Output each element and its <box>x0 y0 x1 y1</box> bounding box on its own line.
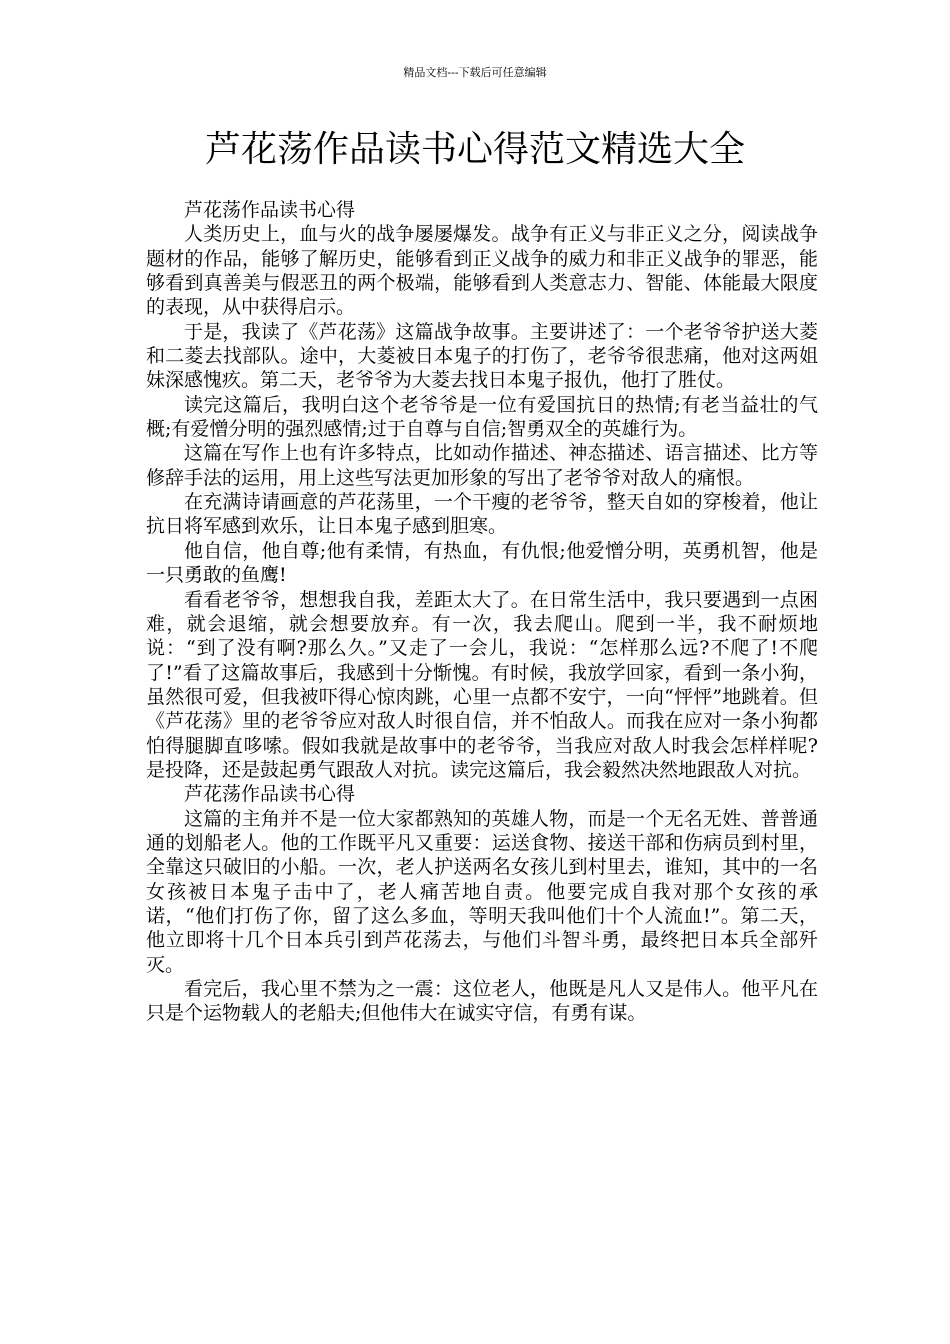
paragraph: 他自信，他自尊;他有柔情，有热血，有仇恨;他爱憎分明，英勇机智，他是一只勇敢的鱼鹰! <box>146 539 818 587</box>
paragraph: 看完后，我心里不禁为之一震：这位老人，他既是凡人又是伟人。他平凡在只是个运物载人的老船夫;但他伟大在诚实守信，有勇有谋。 <box>146 978 818 1025</box>
paragraph: 读完这篇后，我明白这个老爷爷是一位有爱国抗日的热情;有老当益壮的气概;有爱憎分明的强烈感情;过于自尊与自信;智勇双全的英雄行为。 <box>146 393 818 441</box>
paragraph: 这篇的主角并不是一位大家都熟知的英雄人物，而是一个无名无姓、普普通通的划船老人。他的工作既平凡又重要：运送食物、接送干部和伤病员到村里，全靠这只破旧的小船。一次，老人护送两名女孩儿到村里去，谁知，其中的一名女孩被日本鬼子击中了，老人痛苦地自责。他要完成自我对那个女孩的承诺，“他们打伤了你，留了这么多血，等明天我叫他们十个人流血!”。第二天，他立即将十几个日本兵引到芦花荡去，与他们斗智斗勇，最终把日本兵全部歼灭。 <box>146 807 818 976</box>
paragraph-subheading: 芦花荡作品读书心得 <box>184 783 356 806</box>
paragraph: 于是，我读了《芦花荡》这篇战争故事。主要讲述了：一个老爷爷护送大菱和二菱去找部队。途中，大菱被日本鬼子的打伤了，老爷爷很悲痛，他对这两姐妹深感愧疚。第二天，老爷爷为大菱去找日本鬼子报仇，他打了胜仗。 <box>146 320 818 392</box>
paragraph: 在充满诗请画意的芦花荡里，一个干瘦的老爷爷，整天自如的穿梭着，他让抗日将军感到欢乐，让日本鬼子感到胆寒。 <box>146 491 818 538</box>
paragraph: 这篇在写作上也有许多特点，比如动作描述、神态描述、语言描述、比方等修辞手法的运用，用上这些写法更加形象的写出了老爷爷对敌人的痛恨。 <box>146 442 818 489</box>
paragraph-subheading: 芦花荡作品读书心得 <box>184 199 356 221</box>
header-note: 精品文档---下载后可任意编辑 <box>403 66 547 79</box>
document-title: 芦花荡作品读书心得范文精选大全 <box>204 129 745 170</box>
paragraph: 人类历史上，血与火的战争屡屡爆发。战争有正义与非正义之分，阅读战争题材的作品，能够了解历史，能够看到正义战争的威力和非正义战争的罪恶，能够看到真善美与假恶丑的两个极端，能够看到人类意志力、智能、体能最大限度的表现，从中获得启示。 <box>146 223 818 319</box>
document-body <box>146 198 818 1026</box>
paragraph: 看看老爷爷，想想我自我，差距太大了。在日常生活中，我只要遇到一点困难，就会退缩，就会想要放弃。有一次，我去爬山。爬到一半，我不耐烦地说：“到了没有啊?那么久。”又走了一会儿，我说：“怎样那么远?不爬了!不爬了!”看了这篇故事后，我感到十分惭愧。有时候，我放学回家，看到一条小狗，虽然很可爱，但我被吓得心惊肉跳，心里一点都不安宁，一向“怦怦”地跳着。但《芦花荡》里的老爷爷应对敌人时很自信，并不怕敌人。而我在应对一条小狗都怕得腿脚直哆嗦。假如我就是故事中的老爷爷，当我应对敌人时我会怎样样呢?是投降，还是鼓起勇气跟敌人对抗。读完这篇后，我会毅然决然地跟敌人对抗。 <box>146 588 818 781</box>
